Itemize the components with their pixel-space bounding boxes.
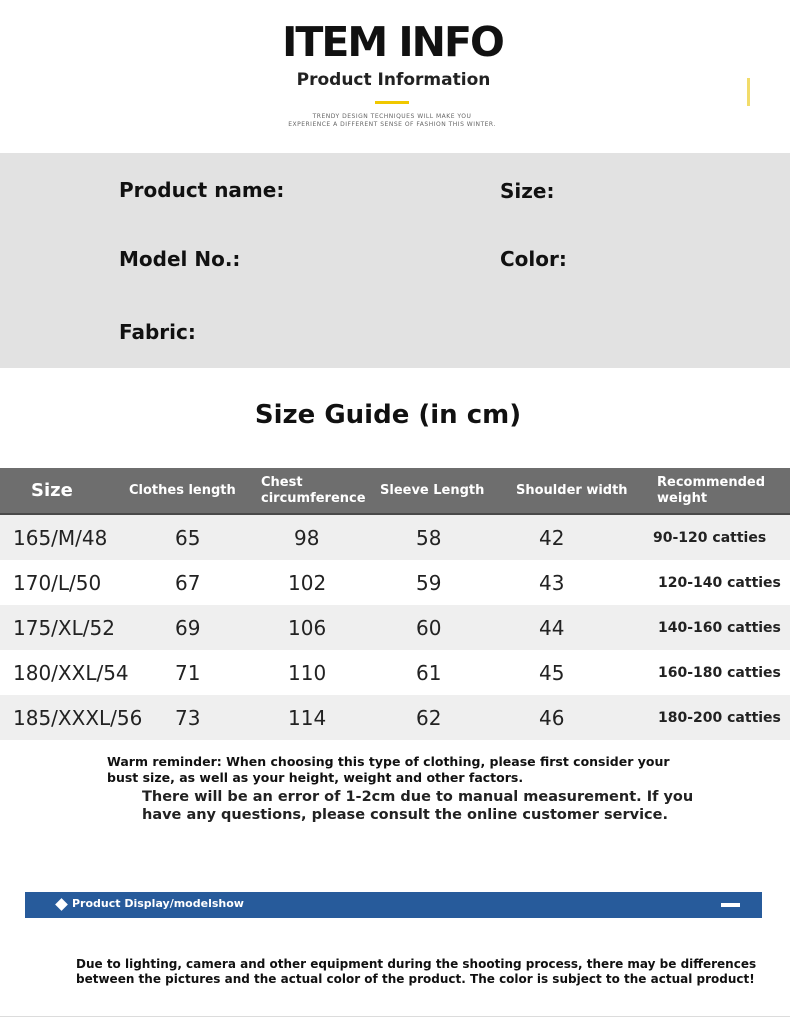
cell-sleeve: 58 (380, 514, 516, 560)
tagline-line-1: TRENDY DESIGN TECHNIQUES WILL MAKE YOU (312, 113, 472, 120)
page-title: ITEM INFO (282, 18, 503, 66)
cell-sleeve: 59 (380, 560, 516, 605)
cell-sleeve: 62 (380, 695, 516, 740)
size-guide-title: Size Guide (in cm) (254, 400, 522, 430)
product-display-label: Product Display/modelshow (72, 897, 244, 910)
column-header-sleeve: Sleeve Length (380, 468, 516, 514)
column-header-chest: Chest circumference (261, 468, 380, 514)
cell-size: 180/XXL/54 (0, 650, 129, 695)
decorative-bar (747, 78, 750, 106)
size-label: Size: (500, 179, 555, 203)
table-row (0, 650, 790, 695)
cell-sleeve: 61 (380, 650, 516, 695)
cell-chest: 106 (261, 605, 380, 650)
size-table-header (0, 468, 790, 514)
cell-clothes-length: 69 (129, 605, 261, 650)
title-underline (375, 101, 409, 104)
cell-chest: 102 (261, 560, 380, 605)
model-no-label: Model No.: (119, 247, 241, 271)
table-row (0, 514, 790, 560)
cell-chest: 98 (261, 514, 380, 560)
cell-shoulder: 43 (516, 560, 649, 605)
cell-size: 165/M/48 (0, 514, 129, 560)
color-disclaimer: Due to lighting, camera and other equipment during the shooting process, there may be differences between the pictures and the actual color of the product. The color is subject to the actual product! (76, 957, 757, 986)
cell-size: 170/L/50 (0, 560, 129, 605)
table-row (0, 695, 790, 740)
column-header-shoulder: Shoulder width (516, 468, 649, 514)
size-table (0, 468, 790, 740)
cell-size: 175/XL/52 (0, 605, 129, 650)
color-label: Color: (500, 247, 567, 271)
minus-icon[interactable] (721, 903, 740, 907)
cell-chest: 114 (261, 695, 380, 740)
column-header-size: Size (0, 468, 129, 514)
cell-shoulder: 45 (516, 650, 649, 695)
cell-shoulder: 44 (516, 605, 649, 650)
tagline-line-2: EXPERIENCE A DIFFERENT SENSE OF FASHION THIS WINTER. (288, 121, 496, 128)
column-header-clothes-length: Clothes length (129, 468, 261, 514)
cell-size: 185/XXXL/56 (0, 695, 129, 740)
cell-clothes-length: 65 (129, 514, 261, 560)
cell-clothes-length: 71 (129, 650, 261, 695)
cell-clothes-length: 67 (129, 560, 261, 605)
cell-weight: 160-180 catties (649, 650, 790, 695)
cell-weight: 180-200 catties (649, 695, 790, 740)
cell-weight: 90-120 catties (649, 514, 790, 560)
cell-chest: 110 (261, 650, 380, 695)
page-subtitle: Product Information (296, 70, 491, 90)
cell-sleeve: 60 (380, 605, 516, 650)
column-header-weight: Recommended weight (649, 468, 790, 514)
cell-shoulder: 46 (516, 695, 649, 740)
bottom-divider (0, 1016, 790, 1017)
product-name-label: Product name: (119, 178, 285, 202)
cell-weight: 120-140 catties (649, 560, 790, 605)
table-row (0, 605, 790, 650)
cell-clothes-length: 73 (129, 695, 261, 740)
cell-shoulder: 42 (516, 514, 649, 560)
warm-reminder-text: Warm reminder: When choosing this type of clothing, please first consider your bust size, as well as your height, weight and other factors. (107, 754, 670, 785)
measurement-note: There will be an error of 1-2cm due to manual measurement. If you have any questions, please consult the online customer service. (142, 789, 694, 823)
fabric-label: Fabric: (119, 320, 196, 344)
table-row (0, 560, 790, 605)
cell-weight: 140-160 catties (649, 605, 790, 650)
